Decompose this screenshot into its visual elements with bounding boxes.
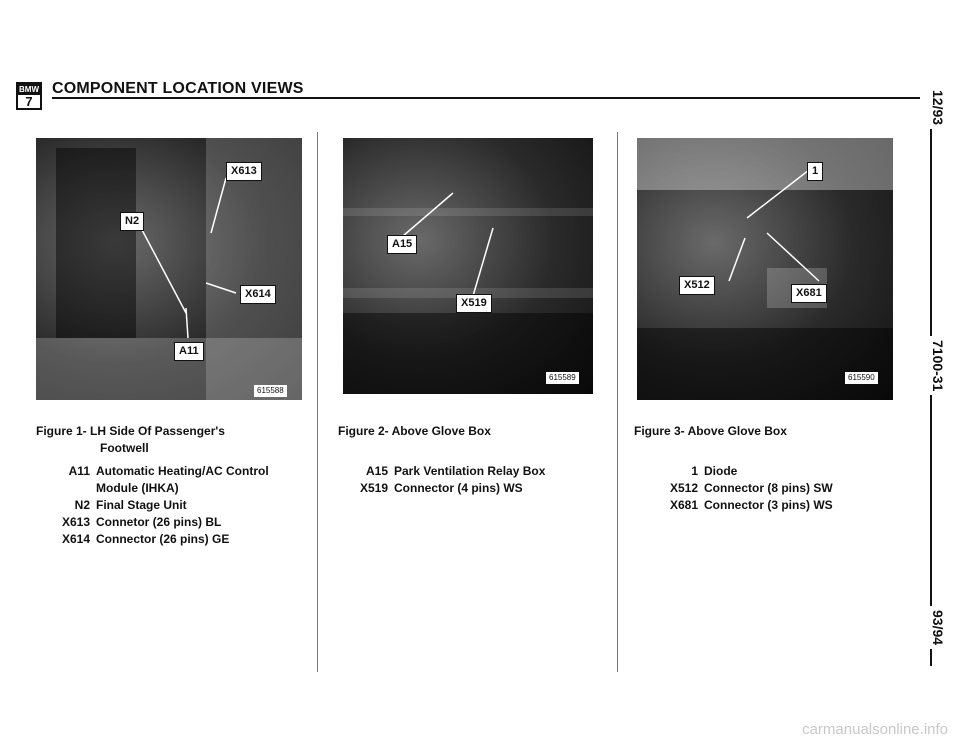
legend-item: A15 Park Ventilation Relay Box: [365, 464, 546, 478]
figure-3-caption-title: Above Glove Box: [687, 424, 787, 438]
figure-3-legend: [634, 463, 833, 514]
column-divider-1: [317, 132, 318, 672]
figure-1-legend: [52, 463, 269, 548]
header-divider: [52, 97, 920, 99]
legend-item: A11 Automatic Heating/AC Control: [68, 464, 269, 478]
legend-item: X613 Connetor (26 pins) BL: [61, 515, 222, 529]
legend-item: 1 Diode: [691, 464, 738, 478]
callout-x519: X519: [456, 294, 492, 313]
logo-brand-text: BMW: [19, 85, 39, 94]
figure-2-caption: [338, 424, 491, 438]
figure-1-caption-title: LH Side Of Passenger's: [90, 424, 225, 438]
figure-3-caption: [634, 424, 787, 438]
callout-x681: X681: [791, 284, 827, 303]
side-tab-model-year: 93/94: [930, 606, 946, 649]
logo-series-text: 7: [25, 94, 33, 109]
figure-2-caption-prefix: Figure 2-: [338, 424, 389, 438]
bmw-7-logo: [16, 82, 42, 110]
legend-item: X512 Connector (8 pins) SW: [669, 481, 833, 495]
figure-1-caption-line2: Footwell: [100, 441, 149, 455]
callout-x512: X512: [679, 276, 715, 295]
callout-a11: A11: [174, 342, 204, 361]
column-divider-2: [617, 132, 618, 672]
legend-item: X614 Connector (26 pins) GE: [61, 532, 230, 546]
figure-3-photo: [637, 138, 893, 400]
photo-number: 615589: [546, 372, 579, 384]
side-tab-section: 7100-31: [930, 336, 946, 395]
figure-2-legend: [338, 463, 545, 497]
figure-2-photo: [343, 138, 593, 394]
figure-2-leader-lines: [343, 138, 593, 394]
callout-x614: X614: [240, 285, 276, 304]
figure-1-caption-prefix: Figure 1-: [36, 424, 87, 438]
figure-1-caption: [36, 424, 225, 438]
legend-item: X519 Connector (4 pins) WS: [359, 481, 523, 495]
figure-1-photo: [36, 138, 302, 400]
figure-2-caption-title: Above Glove Box: [391, 424, 491, 438]
callout-n2: N2: [120, 212, 144, 231]
photo-number: 615588: [254, 385, 287, 397]
watermark: carmanualsonline.info: [802, 721, 948, 738]
photo-number: 615590: [845, 372, 878, 384]
callout-1: 1: [807, 162, 823, 181]
legend-item: X681 Connector (3 pins) WS: [669, 498, 833, 512]
figure-3-leader-lines: [637, 138, 893, 400]
figure-1-leader-lines: [36, 138, 302, 400]
figure-3-caption-prefix: Figure 3-: [634, 424, 685, 438]
legend-item: Module (IHKA): [96, 481, 179, 495]
legend-item: N2 Final Stage Unit: [74, 498, 187, 512]
callout-a15: A15: [387, 235, 417, 254]
side-tab-date: 12/93: [930, 86, 946, 129]
page-title: COMPONENT LOCATION VIEWS: [52, 80, 304, 97]
callout-x613: X613: [226, 162, 262, 181]
